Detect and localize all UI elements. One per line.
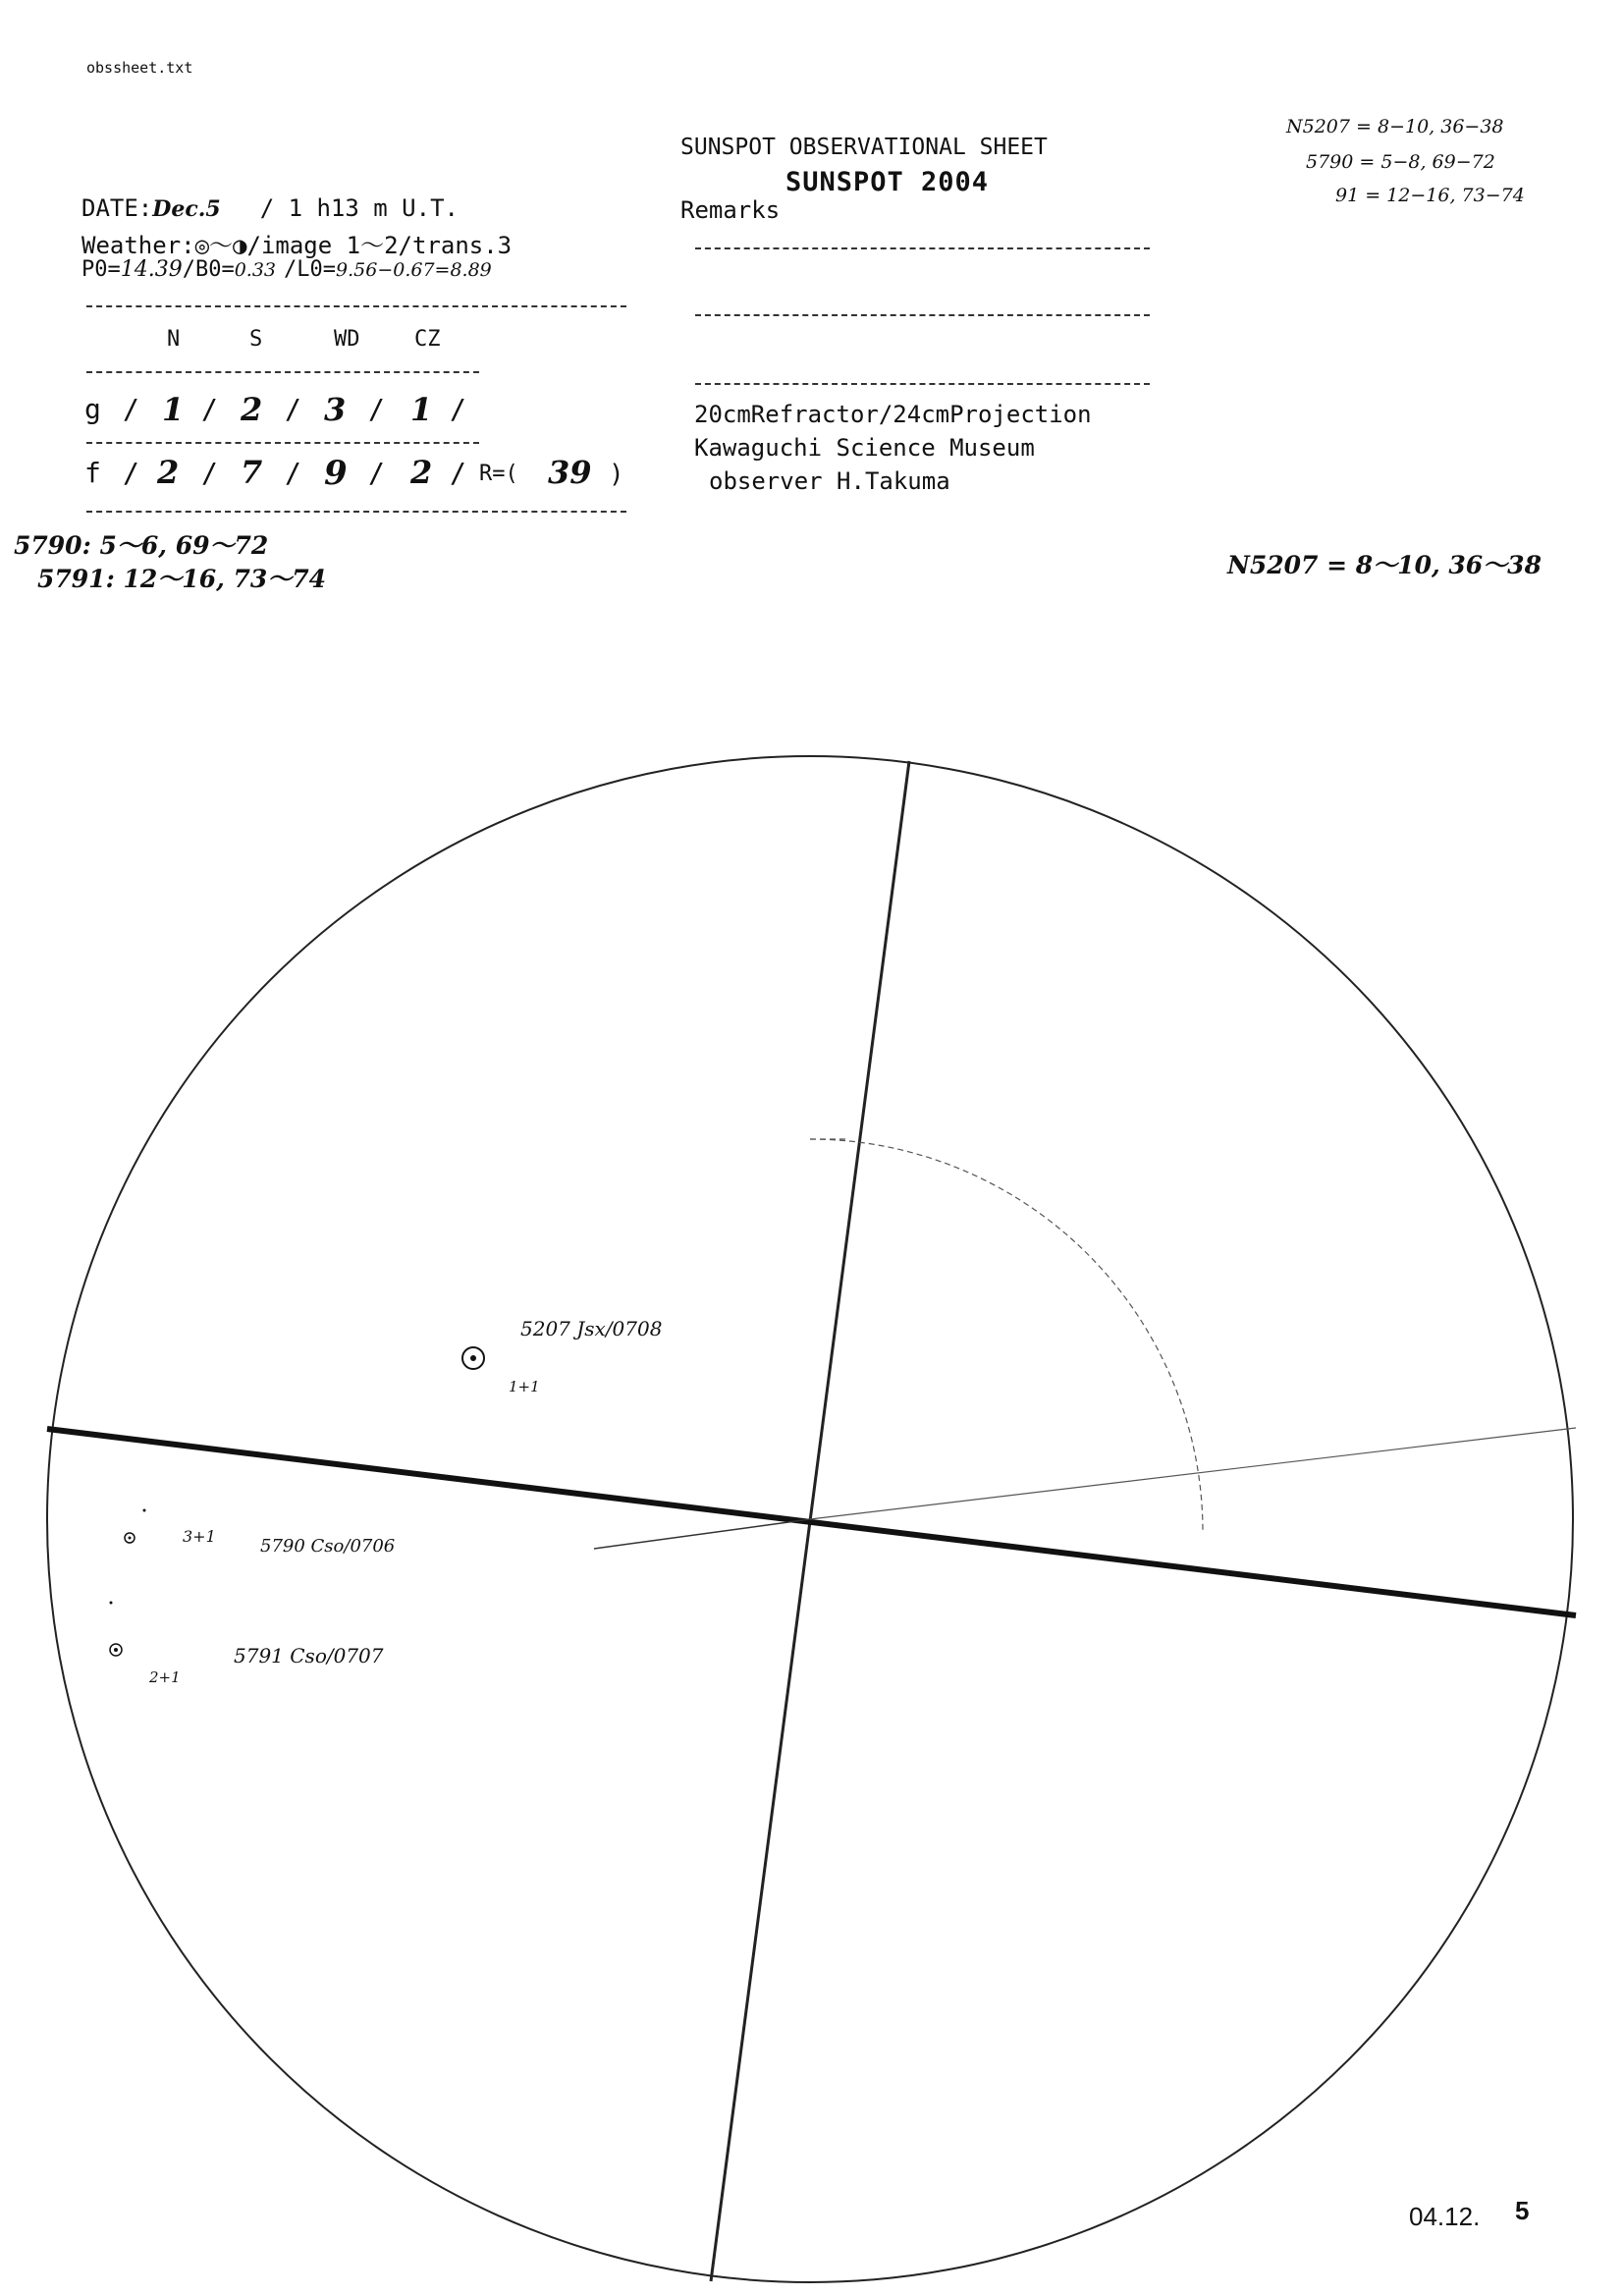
col-header-n: N [167,327,181,352]
col-header-s: S [249,327,263,352]
g-slash: / [285,393,301,425]
col-header-cz: CZ [414,327,441,352]
note-top-right-1: N5207 = 8−10, 36−38 [1286,116,1504,137]
f-slash: / [450,457,466,489]
l0-value: 9.56−0.67=8.89 [336,259,492,281]
time-value: / 1 h13 m U.T. [259,194,459,222]
f-label: f [84,457,101,489]
g-value-wd: 3 [324,391,347,428]
f-slash: / [201,457,218,489]
reference-arc [810,1139,1203,1532]
g-value-s: 2 [241,391,263,428]
equipment-line-2: Kawaguchi Science Museum [694,434,1035,462]
p0-label: P0= [81,257,121,282]
remarks-label: Remarks [680,196,781,224]
weather-value: ◎～◑ [194,232,247,259]
note-left-2: 5791: 12～16, 73～74 [37,565,327,593]
note-right-1: N5207 = 8～10, 36～38 [1227,551,1542,579]
spot-label-5790: 5790 Cso/0706 [260,1536,396,1557]
g-label: g [84,393,101,425]
spot-count-5790: 3+1 [183,1527,216,1546]
sunspot-dot [110,1602,113,1605]
g-slash: / [201,393,218,425]
col-header-wd: WD [334,327,360,352]
sunspot-dot [143,1509,146,1512]
l0-label: /L0= [284,257,337,282]
g-slash: / [450,393,466,425]
sunspot-umbra [129,1537,132,1540]
spot-label-5207: 5207 Jsx/0708 [520,1317,663,1340]
sunspot-umbra [470,1355,476,1361]
note-top-right-3: 91 = 12−16, 73−74 [1335,185,1525,206]
f-slash: / [368,457,385,489]
footer-date: 04.12. [1409,2202,1481,2231]
f-value-wd: 9 [324,454,348,493]
f-slash: / [285,457,301,489]
note-top-right-2: 5790 = 5−8, 69−72 [1306,151,1495,173]
b0-value: 0.33 [234,259,277,281]
f-value-s: 7 [241,454,263,491]
weather-label: Weather: [81,232,195,259]
g-value-n: 1 [162,391,185,428]
latitude-guide-line [810,1428,1576,1519]
r-label: R=( [479,462,518,486]
g-slash: / [368,393,385,425]
b0-label: /B0= [182,257,235,282]
sheet-title: SUNSPOT OBSERVATIONAL SHEET [680,135,1048,160]
equipment-line-3: observer H.Takuma [709,467,950,495]
spot-label-5791: 5791 Cso/0707 [234,1644,384,1667]
f-value-n: 2 [157,454,180,491]
image-trans-value: /image 1～2/trans.3 [246,232,513,259]
r-value: 39 [548,454,592,491]
footer-day: 5 [1515,2196,1530,2225]
r-close: ) [609,460,624,489]
axis-east-west [47,1429,1576,1615]
f-slash: / [123,457,139,489]
p0-value: 14.39 [120,257,183,282]
date-value: Dec.5 [152,196,221,222]
sheet-stamp: SUNSPOT 2004 [785,167,990,197]
equipment-line-1: 20cmRefractor/24cmProjection [694,401,1092,428]
file-label: obssheet.txt [86,59,193,77]
meridian-guide-line [594,1519,810,1549]
g-slash: / [123,393,139,425]
spot-count-5791: 2+1 [149,1668,181,1686]
sunspot-umbra [114,1648,118,1652]
date-label: DATE: [81,194,153,222]
g-value-cz: 1 [410,391,433,428]
f-value-cz: 2 [410,454,433,491]
spot-count-5207: 1+1 [509,1378,540,1395]
note-left-1: 5790: 5～6, 69～72 [14,531,269,560]
